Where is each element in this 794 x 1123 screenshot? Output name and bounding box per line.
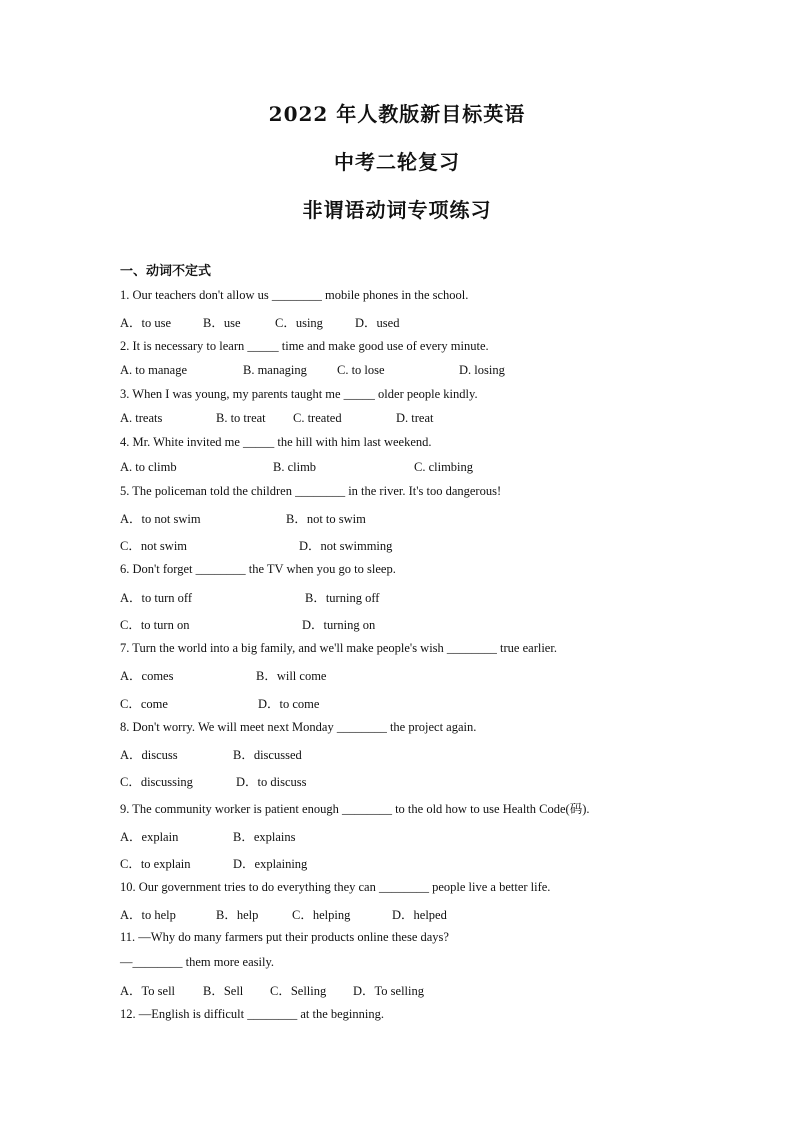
option: A．to turn off [120,591,192,605]
question-1: 1. Our teachers don't allow us ________ mobile phones in the school. [120,288,469,302]
option: A．explain [120,830,179,844]
option: D. losing [459,363,505,377]
option: B．not to swim [286,512,366,526]
title-line-3: 非谓语动词专项练习 [302,198,492,222]
question-6: 6. Don't forget ________ the TV when you go to sleep. [120,562,396,576]
option: C．not swim [120,539,188,553]
option: D. treat [396,411,434,425]
question-2: 2. It is necessary to learn _____ time and make good use of every minute. [120,339,489,353]
option: B. to treat [216,411,266,425]
question-11: 11. —Why do many farmers put their products online these days? [120,930,449,944]
question-12: 12. —English is difficult ________ at the beginning. [120,1007,384,1021]
option: B. managing [243,363,307,377]
option: C．to explain [120,857,191,871]
option: D．explaining [233,857,308,871]
option: C．using [275,316,323,330]
question-5: 5. The policeman told the children ________ in the river. It's too dangerous! [120,484,502,498]
option: D．turning on [302,618,376,632]
option: A．to use [120,316,172,330]
option: A．to help [120,908,176,922]
question-4: 4. Mr. White invited me _____ the hill with him last weekend. [120,435,432,449]
question-7: 7. Turn the world into a big family, and we'll make people's wish ________ true earlier. [120,641,557,655]
option: B．use [203,316,241,330]
option: A．To sell [120,984,176,998]
question-10: 10. Our government tries to do everything they can ________ people live a better life. [120,880,551,894]
option: B．explains [233,830,296,844]
option: B．turning off [305,591,380,605]
option: A. to climb [120,460,177,474]
option: A．discuss [120,748,178,762]
option: D．to come [258,697,320,711]
option: C．helping [292,908,351,922]
title-line-2: 中考二轮复习 [334,150,460,174]
option: B．discussed [233,748,302,762]
option: B. climb [273,460,317,474]
option: B．will come [256,669,327,683]
option: A．to not swim [120,512,201,526]
title-line-1: 2022 年人教版新目标英语 [268,102,526,126]
option: C. treated [293,411,342,425]
option: D．to discuss [236,775,307,789]
option: C．Selling [270,984,327,998]
option: C. climbing [414,460,474,474]
option: D．not swimming [299,539,393,553]
option: C．discussing [120,775,193,789]
option: A．comes [120,669,174,683]
question-11-answer: —________ them more easily. [120,955,275,969]
section-heading: 一、动词不定式 [120,264,212,279]
option: C．to turn on [120,618,190,632]
option: B．Sell [203,984,244,998]
option: B．help [216,908,259,922]
option: A. treats [120,411,163,425]
option: C. to lose [337,363,385,377]
option: A. to manage [120,363,187,377]
option: C．come [120,697,168,711]
question-8: 8. Don't worry. We will meet next Monday ________ the project again. [120,720,477,734]
question-9: 9. The community worker is patient enough ________ to the old how to use Health Code(码). [120,802,590,816]
option: D．helped [392,908,447,922]
option: D．used [355,316,400,330]
question-3: 3. When I was young, my parents taught me _____ older people kindly. [120,387,478,401]
option: D．To selling [353,984,424,998]
